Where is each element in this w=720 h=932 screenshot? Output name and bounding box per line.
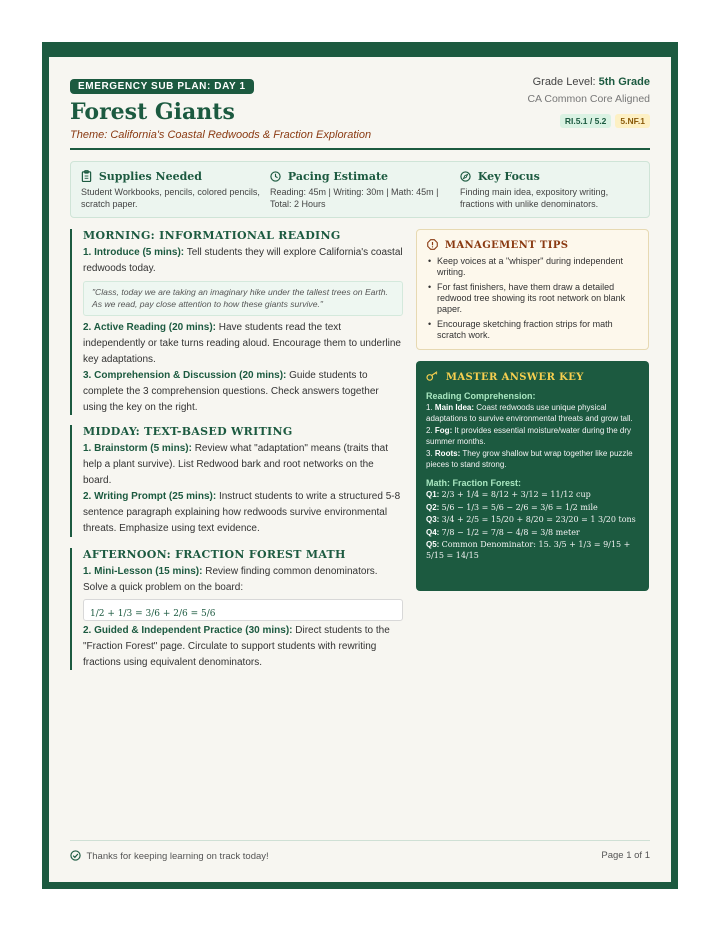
midday-section	[70, 425, 403, 537]
supplies-text: Student Workbooks, pencils, colored pencils, scratch paper.	[81, 187, 260, 209]
teacher-script-quote: "Class, today we are taking an imaginary hike under the tallest trees on Earth. As we read, pay close attention to how these giants survive."	[83, 281, 403, 316]
overview-box	[70, 161, 650, 218]
answer-roots: 3. Roots: They grow shallow but wrap together like puzzle pieces to stand strong.	[426, 449, 633, 469]
supplies-column	[81, 170, 261, 210]
tips-title: MANAGEMENT TIPS	[444, 240, 569, 251]
answer-key-box	[416, 361, 649, 591]
tag-math-standard: 5.NF.1	[615, 114, 650, 128]
answer-q2: Q2: 5/6 − 1/3 = 5/6 − 2/6 = 3/6 = 1/2 mile	[426, 502, 598, 512]
afternoon-title: AFTERNOON: FRACTION FOREST MATH	[83, 548, 346, 561]
pacing-title: Pacing Estimate	[287, 170, 389, 183]
supplies-title: Supplies Needed	[98, 170, 202, 183]
clipboard-icon	[81, 170, 92, 182]
math-key-title: Math: Fraction Forest:	[426, 478, 522, 488]
footer	[70, 840, 650, 862]
midday-title: MIDDAY: TEXT-BASED WRITING	[83, 425, 293, 438]
header	[70, 76, 650, 148]
page-title: Forest Giants	[70, 99, 235, 125]
afternoon-step-2: 2. Guided & Independent Practice (30 mins): Direct students to the "Fraction Forest" page. Circulate to support students with rewriting fractions using equivalent denominators.	[83, 625, 390, 668]
standards-alignment: CA Common Core Aligned	[527, 93, 650, 105]
compass-icon	[460, 171, 471, 182]
midday-step-1: 1. Brainstorm (5 mins): Review what "adaptation" means (traits that help a plant survive). List Redwood bark and root networks on the board.	[83, 443, 389, 486]
answer-main-idea: 1. Main Idea: Coast redwoods use unique physical adaptations to survive environmental threats and grow tall.	[426, 403, 633, 423]
theme-subtitle: Theme: California's Coastal Redwoods & Fraction Exploration	[70, 129, 372, 141]
reading-key-title: Reading Comprehension:	[426, 391, 536, 401]
footer-message: Thanks for keeping learning on track today!	[86, 851, 269, 862]
check-circle-icon	[70, 850, 81, 861]
tag-reading-standard: RI.5.1 / 5.2	[560, 114, 612, 128]
answer-q4: Q4: 7/8 − 1/2 = 7/8 − 4/8 = 3/8 meter	[426, 527, 580, 537]
afternoon-section	[70, 548, 403, 670]
answer-q5: Q5: Common Denominator: 15. 3/5 + 1/3 = 9/15 + 5/15 = 14/15	[426, 540, 631, 560]
answer-q1: Q1: 2/3 + 1/4 = 8/12 + 3/12 = 11/12 cup	[426, 490, 591, 499]
alert-icon	[427, 239, 438, 250]
list-item: • Encourage sketching fraction strips for math scratch work.	[427, 319, 638, 341]
morning-section	[70, 229, 403, 415]
midday-step-2: 2. Writing Prompt (25 mins): Instruct students to write a structured 5-8 sentence paragraph explaining how redwoods survive environmental threats. Emphasize using text evidence.	[83, 491, 401, 534]
key-icon	[426, 371, 439, 382]
standard-tags	[527, 111, 650, 129]
focus-column	[460, 170, 640, 210]
morning-step-3: 3. Comprehension & Discussion (20 mins): Guide students to complete the 3 comprehension questions. Check answers together using the key on the right.	[83, 370, 379, 413]
management-tips-box	[416, 229, 649, 350]
focus-title: Key Focus	[477, 170, 540, 183]
morning-step-2: 2. Active Reading (20 mins): Have students read the text independently or take turns reading aloud. Encourage them to underline key adaptations.	[83, 322, 401, 365]
board-equation-box	[83, 599, 403, 621]
sub-plan-badge: EMERGENCY SUB PLAN: DAY 1	[70, 79, 254, 94]
morning-title: MORNING: INFORMATIONAL READING	[83, 229, 341, 242]
board-equation: 1/2 + 1/3 = 3/6 + 2/6 = 5/6	[90, 609, 216, 619]
grade-info	[527, 76, 650, 129]
answer-fog: 2. Fog: It provides essential moisture/water during the dry summer months.	[426, 426, 631, 446]
grade-level: Grade Level: 5th Grade	[532, 76, 650, 88]
morning-step-1: 1. Introduce (5 mins): Tell students they will explore California's coastal redwoods today.	[83, 247, 403, 274]
tips-list	[427, 256, 638, 341]
pacing-text: Reading: 45m | Writing: 30m | Math: 45m | Total: 2 Hours	[270, 187, 439, 209]
list-item: • Keep voices at a "whisper" during independent writing.	[427, 256, 638, 278]
page-number: Page 1 of 1	[601, 850, 650, 861]
afternoon-step-1: 1. Mini-Lesson (15 mins): Review finding common denominators. Solve a quick problem on the board:	[83, 566, 378, 593]
pacing-column	[270, 170, 452, 210]
answer-key-title: MASTER ANSWER KEY	[445, 372, 584, 383]
header-divider	[70, 148, 650, 150]
focus-text: Finding main idea, expository writing, fractions with unlike denominators.	[460, 187, 609, 209]
list-item: • For fast finishers, have them draw a detailed redwood tree showing its root network on blank paper.	[427, 282, 638, 315]
clock-icon	[270, 171, 281, 182]
answer-q3: Q3: 3/4 + 2/5 = 15/20 + 8/20 = 23/20 = 1 3/20 tons	[426, 515, 636, 524]
